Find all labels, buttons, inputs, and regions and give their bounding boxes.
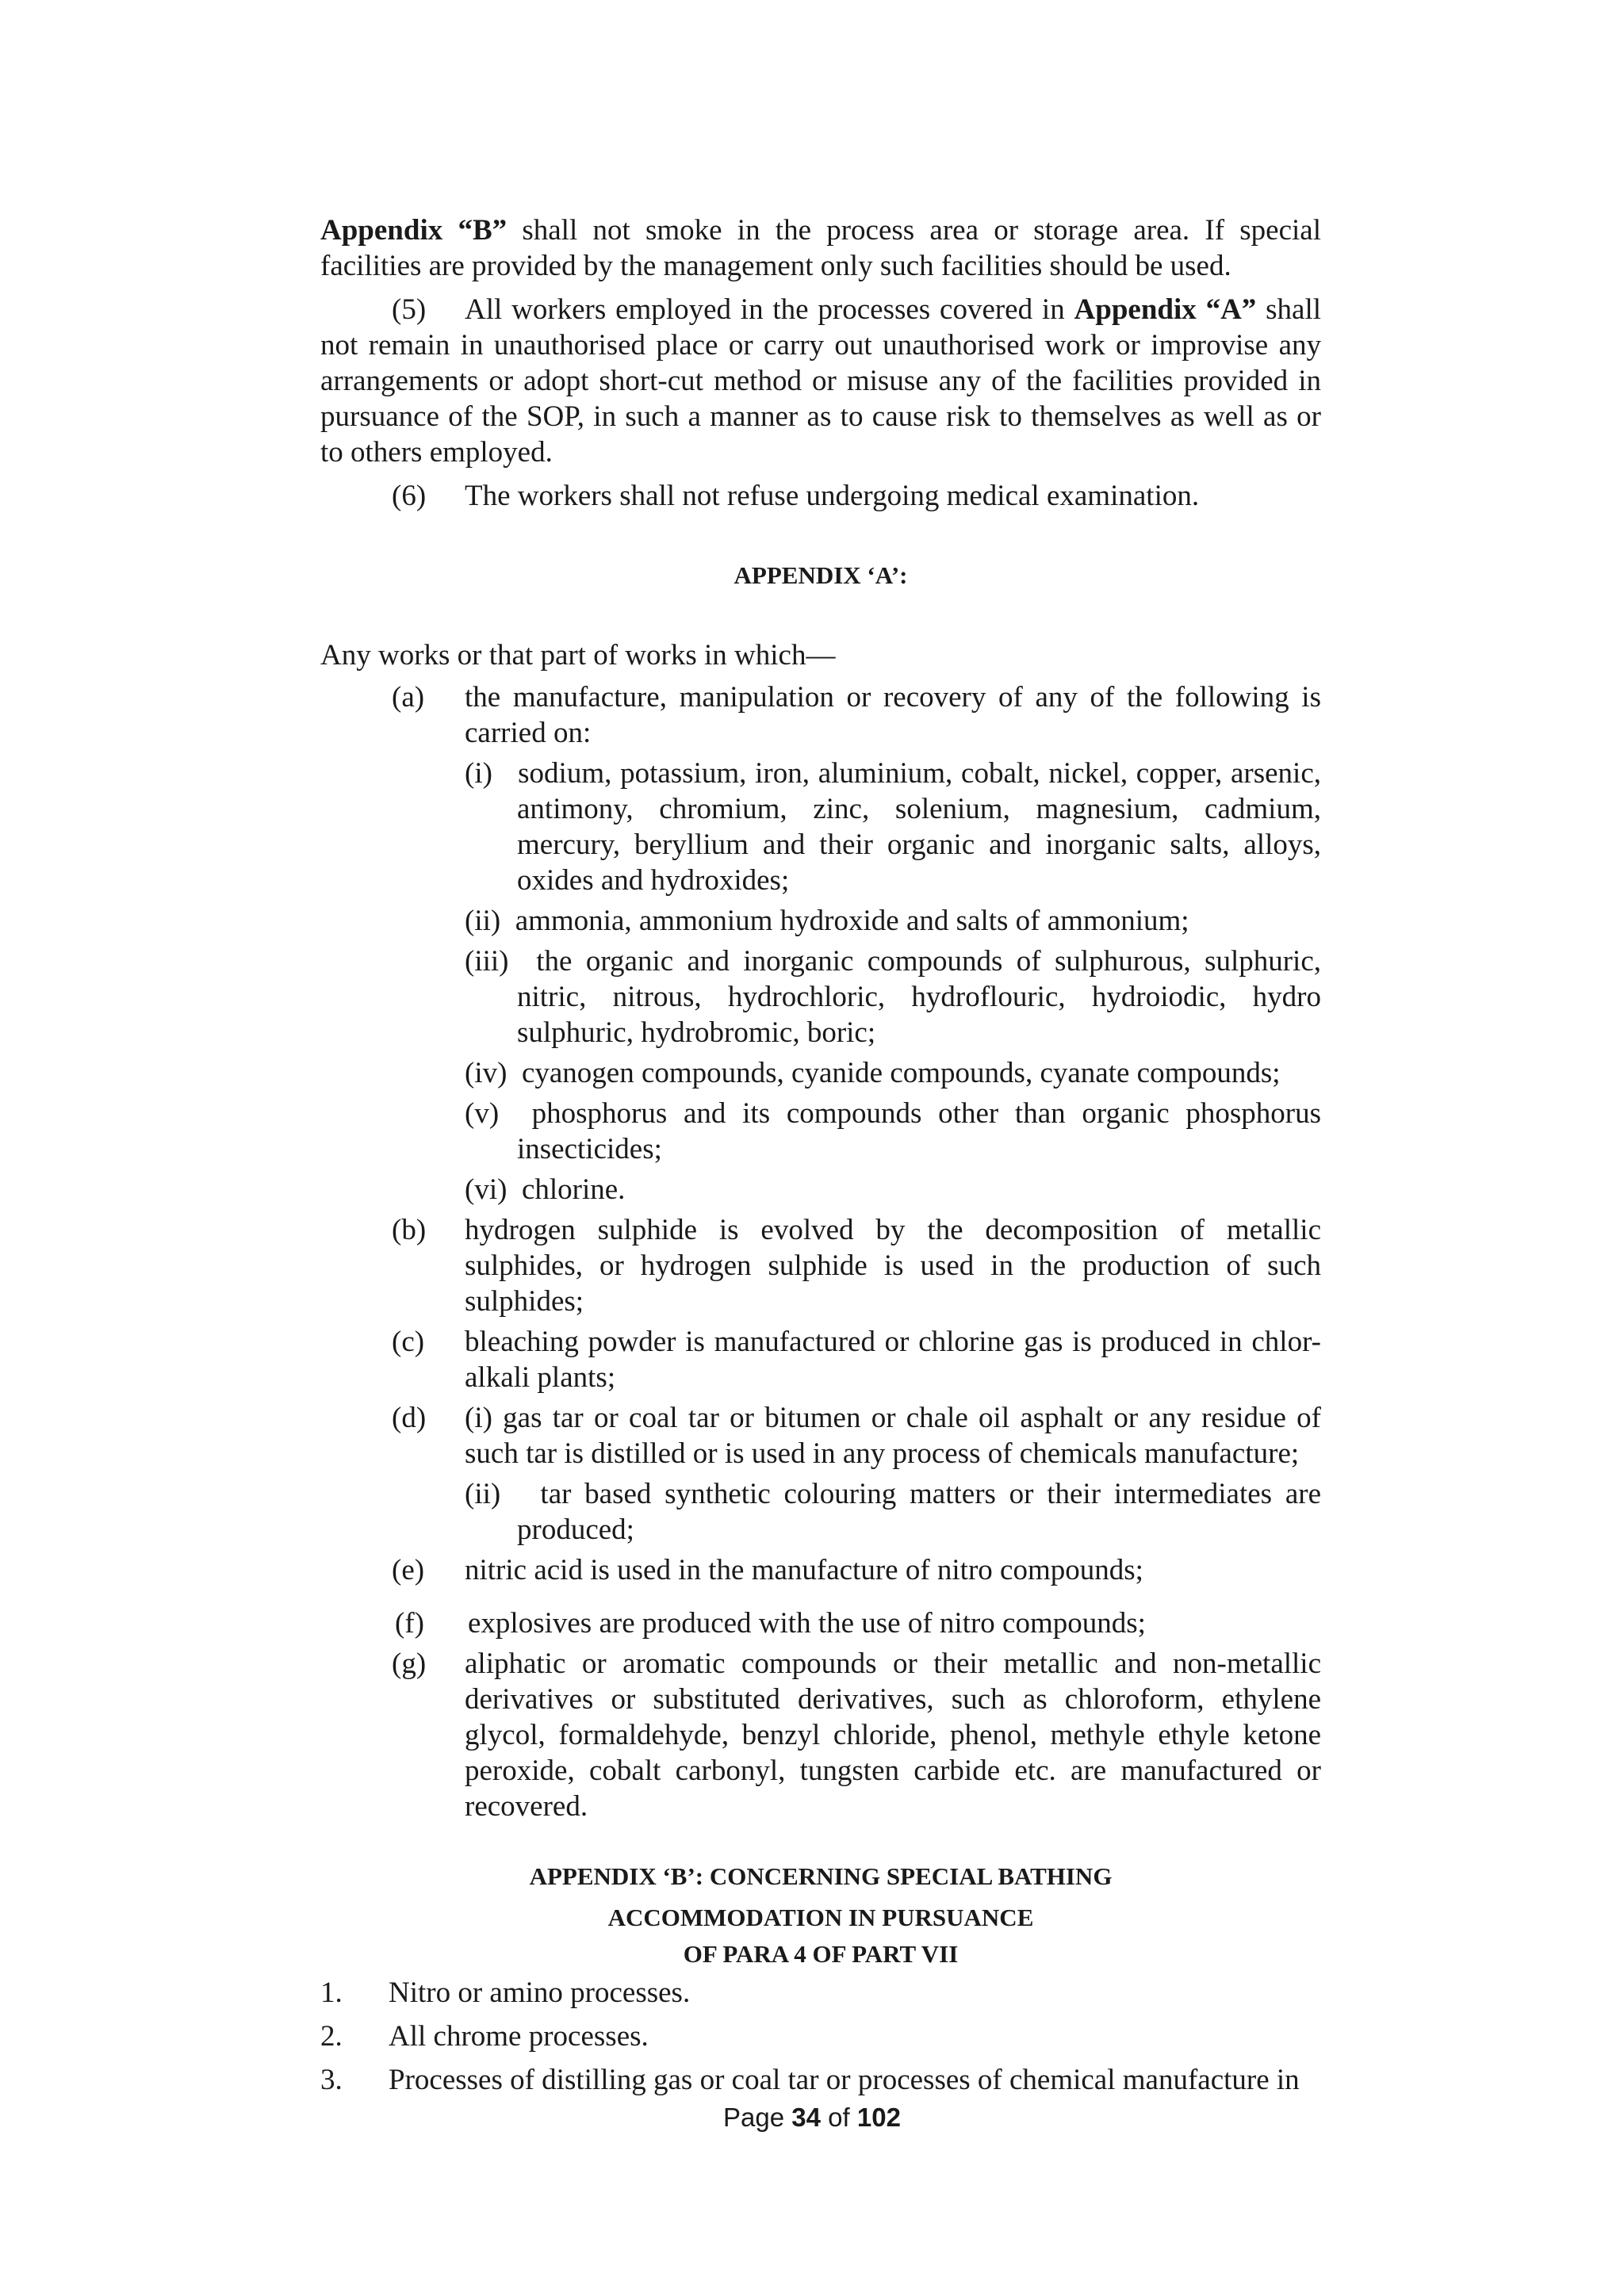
paragraph-5 (320, 292, 1321, 470)
item-b-label: (b) (392, 1214, 427, 1246)
subitem-ii (465, 903, 1321, 939)
item-a-subitems (465, 756, 1321, 1207)
document-page (320, 212, 1321, 2098)
subitem-iv-label: (iv) (465, 1057, 522, 1089)
item-e-text: nitric acid is used in the manufacture of nitro compounds; (465, 1554, 1143, 1586)
paragraph-5-text-after: shall not remain in unauthorised place or carry out unauthorised work or improvise any arrangements or adopt short-cut method or misuse any of the facilities provided in pursuance of the SOP, in such a manner as to cause risk to themselves as well as or to others employed. (320, 293, 1322, 469)
appendix-a-lead: Any works or that part of works in which— (320, 639, 836, 672)
item-b-text: hydrogen sulphide is evolved by the decomposition of metallic sulphides, or hydrogen sulphide is used in the production of such sulphides; (465, 1214, 1321, 1318)
appendix-b-item-3-text: Processes of distilling gas or coal tar or processes of chemical manufacture in (389, 2064, 1300, 2096)
item-g-text: aliphatic or aromatic compounds or their metallic and non-metallic derivatives or substituted derivatives, such as chloroform, ethylene glycol, formaldehyde, benzyl chloride, phenol, methyle ethyle ketone peroxide, cobalt carbonyl, tungsten carbide etc. are manufactured or recovered. (465, 1647, 1321, 1823)
item-c (320, 1324, 1321, 1395)
appendix-b-item-2 (320, 2019, 1321, 2054)
item-d-subitems (465, 1476, 1321, 1548)
paragraph-5-text-before: All workers employed in the processes covered in (465, 293, 1074, 326)
item-c-text: bleaching powder is manufactured or chlorine gas is produced in chlor-alkali plants; (465, 1326, 1321, 1394)
appendix-b-item-1-text: Nitro or amino processes. (389, 1976, 691, 2009)
appendix-b-item-3-number: 3. (320, 2064, 343, 2096)
footer-total-pages: 102 (856, 2103, 901, 2132)
subitem-v (465, 1096, 1321, 1167)
subitem-ii-label: (ii) (465, 905, 515, 937)
appendix-b-item-1-number: 1. (320, 1976, 343, 2009)
intro-lead-bold: Appendix “B” (320, 214, 508, 247)
item-e (320, 1552, 1321, 1588)
item-f-label: (f) (395, 1607, 424, 1640)
item-d (320, 1400, 1321, 1471)
intro-lead-rest: shall not smoke in the process area or storage area. If special facilities are provided by the management only such facilities should be used. (320, 214, 1321, 282)
appendix-a-heading: APPENDIX ‘A’: (733, 561, 908, 589)
subitem-v-text: phosphorus and its compounds other than organic phosphorus insecticides; (517, 1097, 1321, 1165)
appendix-b-item-1 (320, 1975, 1321, 2011)
footer-middle: of (821, 2103, 857, 2132)
appendix-b-heading (320, 1856, 1321, 1970)
item-d-subitem-ii (465, 1476, 1321, 1548)
item-d-text: (i) gas tar or coal tar or bitumen or chale oil asphalt or any residue of such tar is distilled or is used in any process of chemicals manufacture; (465, 1402, 1321, 1470)
subitem-vi-text: chlorine. (521, 1173, 626, 1206)
appendix-b-item-3 (320, 2062, 1321, 2098)
page-footer (0, 2103, 1624, 2133)
subitem-iv (465, 1055, 1321, 1091)
paragraph-6 (320, 478, 1321, 514)
paragraph-6-number: (6) (392, 480, 427, 512)
item-a-label: (a) (392, 681, 425, 714)
item-a-text: the manufacture, manipulation or recovery of any of the following is carried on: (465, 681, 1321, 749)
paragraph-5-bold: Appendix “A” (1074, 293, 1257, 326)
footer-prefix: Page (723, 2103, 792, 2132)
paragraph-5-number: (5) (392, 293, 427, 326)
subitem-v-label: (v) (465, 1097, 532, 1130)
subitem-i-text: sodium, potassium, iron, aluminium, cobalt, nickel, copper, arsenic, antimony, chromium, zinc, solenium, magnesium, cadmium, mercury, beryllium and their organic and inorganic salts, alloys, oxides and hydroxides; (517, 757, 1321, 897)
item-c-label: (c) (392, 1326, 425, 1358)
item-d-subitem-ii-label: (ii) (465, 1478, 541, 1510)
appendix-b-heading-line1: APPENDIX ‘B’: CONCERNING SPECIAL BATHING (529, 1862, 1113, 1890)
paragraph-6-text: The workers shall not refuse undergoing medical examination. (465, 480, 1200, 512)
subitem-iii-text: the organic and inorganic compounds of sulphurous, sulphuric, nitric, nitrous, hydrochloric, hydroflouric, hydroiodic, hydro sulphuric, hydrobromic, boric; (517, 945, 1322, 1049)
subitem-vi (465, 1172, 1321, 1207)
subitem-i (465, 756, 1321, 898)
subitem-iii (465, 943, 1321, 1050)
appendix-b-item-2-text: All chrome processes. (389, 2020, 649, 2053)
footer-current-page: 34 (791, 2103, 822, 2132)
item-d-subitem-ii-text: tar based synthetic colouring matters or their intermediates are produced; (517, 1478, 1321, 1546)
item-b (320, 1212, 1321, 1319)
appendix-b-item-2-number: 2. (320, 2020, 343, 2053)
item-e-label: (e) (392, 1554, 425, 1586)
intro-paragraph (320, 212, 1321, 284)
subitem-iv-text: cyanogen compounds, cyanide compounds, cyanate compounds; (521, 1057, 1281, 1089)
item-f-text: explosives are produced with the use of nitro compounds; (468, 1607, 1146, 1640)
subitem-vi-label: (vi) (465, 1173, 522, 1206)
item-a (320, 679, 1321, 751)
subitem-ii-text: ammonia, ammonium hydroxide and salts of ammonium; (515, 905, 1189, 937)
item-f (320, 1605, 1321, 1641)
appendix-b-heading-line2: ACCOMMODATION IN PURSUANCE (607, 1904, 1034, 1931)
item-d-label: (d) (392, 1402, 427, 1434)
subitem-iii-label: (iii) (465, 945, 537, 978)
item-g-label: (g) (392, 1647, 427, 1680)
appendix-b-heading-line3: OF PARA 4 OF PART VII (683, 1940, 959, 1968)
item-g (320, 1646, 1321, 1824)
subitem-i-label: (i) (465, 757, 519, 790)
